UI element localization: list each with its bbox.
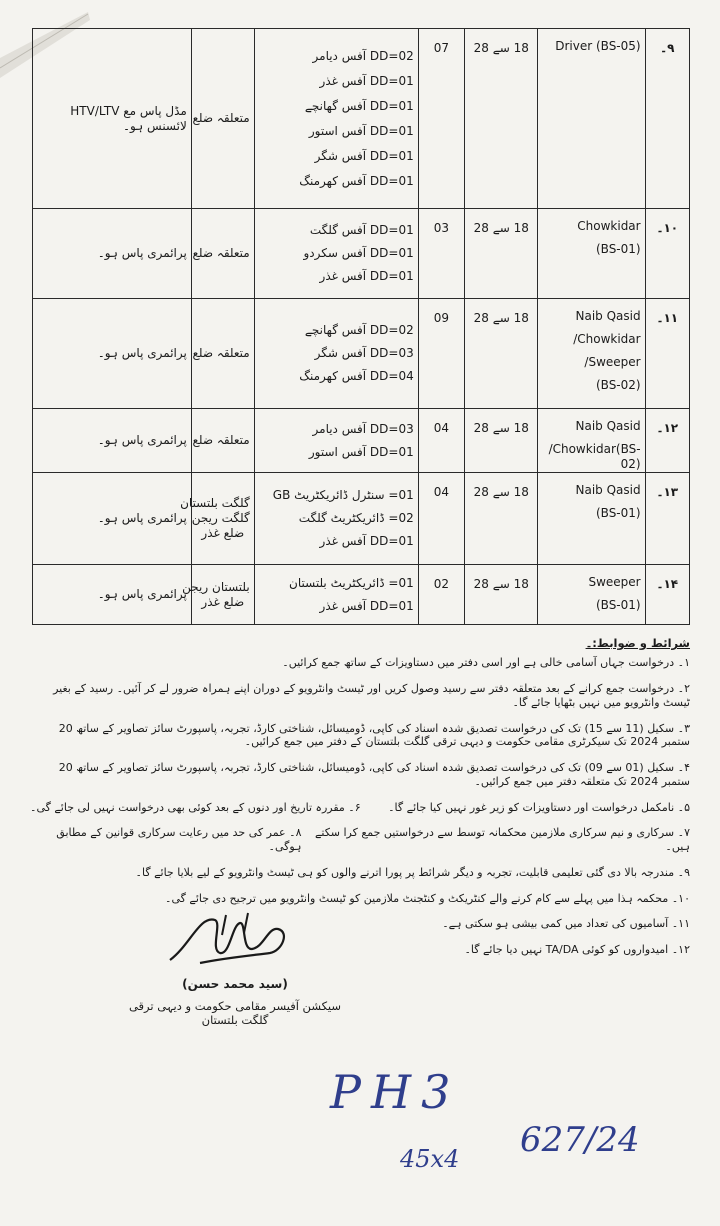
condition-1: ۱۔ درخواست جہاں آسامی خالی ہے اور اسی دفتر میں دستاویزات کے ساتھ جمع کرائیں۔ <box>282 656 690 670</box>
office-line: DD=01 آفس گلگت <box>309 223 414 237</box>
post-name-line: Naib Qasid <box>575 419 641 433</box>
office-line: DD=01 آفس غذر <box>319 73 414 88</box>
age-limit-cell: 18 سے 28 <box>465 209 538 299</box>
condition-8: ۸۔ عمر کی حد میں رعایت سرکاری قوانین کے مطابق ہوگی۔ <box>56 826 302 854</box>
posts-count-cell: 03 <box>418 209 464 299</box>
post-name-line: (BS-02) <box>595 378 641 392</box>
domicile-line: متعلقہ ضلع <box>192 246 250 260</box>
office-line: 02= ڈائریکٹریٹ گلگت <box>298 511 414 525</box>
office-line: 01= سنٹرل ڈائریکٹریٹ GB <box>272 488 414 502</box>
post-name-cell <box>538 565 645 625</box>
serial-number-cell: ۱۳۔ <box>645 473 689 565</box>
office-line: DD=01 آفس شگر <box>314 148 414 163</box>
condition-11: ۱۱۔ آسامیوں کی تعداد میں کمی بیشی ہو سکتی ہے۔ <box>442 917 690 931</box>
conditions-7-8 <box>30 826 690 854</box>
serial-number-cell: ۱۴۔ <box>645 565 689 625</box>
office-line: DD=01 آفس غذر <box>319 598 414 613</box>
serial-number-cell: ۱۱۔ <box>645 299 689 409</box>
table-row <box>33 565 690 625</box>
post-name-line: Naib Qasid <box>575 309 641 323</box>
office-line: DD=03 آفس دیامر <box>312 421 414 436</box>
office-line: 01= ڈائریکٹریٹ بلتستان <box>289 575 414 590</box>
table-row <box>33 29 690 209</box>
condition-5: ۵۔ نامکمل درخواست اور دستاویزات کو زیر غور نہیں کیا جائے گا۔ <box>388 800 690 814</box>
serial-number-cell: ۱۰۔ <box>645 209 689 299</box>
post-name-cell <box>538 209 645 299</box>
offices-cell <box>254 565 418 625</box>
handwritten-code: PH3 <box>330 1065 461 1119</box>
domicile-line: متعلقہ ضلع <box>192 346 250 360</box>
requirement-cell: پرائمری پاس ہو۔ <box>33 565 192 625</box>
age-limit-cell: 18 سے 28 <box>465 29 538 209</box>
handwritten-ref: 627/24 <box>520 1120 640 1160</box>
office-line: DD=02 آفس دیامر <box>312 48 414 63</box>
domicile-line: متعلقہ ضلع <box>192 433 250 447</box>
post-name-cell <box>538 409 645 473</box>
condition-7: ۷۔ سرکاری و نیم سرکاری ملازمین محکمانہ توسط سے درخواستیں جمع کرا سکتے ہیں۔ <box>314 826 690 854</box>
office-line: DD=01 آفس استور <box>308 444 414 459</box>
office-line: DD=04 آفس کھرمنگ <box>299 369 414 383</box>
condition-4: ۴۔ سکیل (01 سے 09) تک کی درخواست تصدیق شدہ اسناد کی کاپی، ڈومیسائل، شناختی کارڈ، تجربہ، پاسپورٹ سائز تصاویر کے ساتھ 20 ستمبر 2024 تک متعلقہ دفتر میں جمع کرائیں۔ <box>58 761 690 788</box>
officer-name: (سید محمد حسن) <box>182 977 288 991</box>
table-row <box>33 299 690 409</box>
requirement-cell: پرائمری پاس ہو۔ <box>33 473 192 565</box>
post-name-cell <box>538 473 645 565</box>
domicile-line: ضلع غذر <box>201 526 245 540</box>
vacancy-table <box>32 28 690 625</box>
domicile-cell <box>191 29 254 209</box>
post-name-line: Driver (BS-05) <box>555 39 641 53</box>
condition-12: ۱۲۔ امیدواروں کو کوئی TA/DA نہیں دیا جائے گا۔ <box>464 943 690 957</box>
offices-cell <box>254 29 418 209</box>
posts-count-cell: 04 <box>418 409 464 473</box>
domicile-cell <box>191 209 254 299</box>
office-line: DD=01 آفس غذر <box>319 534 414 548</box>
condition-10: ۱۰۔ محکمہ ہذا میں پہلے سے کام کرنے والے کنٹریکٹ و کنٹجنٹ ملازمین کو ٹیسٹ وانٹرویو میں ترجیح دی جائے گی۔ <box>165 891 690 905</box>
post-name-line: Chowkidar <box>577 219 641 233</box>
conditions-heading: شرائط و ضوابط:۔ <box>585 636 690 650</box>
officer-designation: سیکشن آفیسر مقامی حکومت و دیہی ترقی گلگت بلتستان <box>128 999 342 1027</box>
domicile-cell <box>191 299 254 409</box>
domicile-cell <box>191 409 254 473</box>
post-name-line: (BS-01) <box>595 506 641 520</box>
requirement-cell: پرائمری پاس ہو۔ <box>33 209 192 299</box>
post-name-line: Sweeper <box>588 575 641 589</box>
requirement-cell: پرائمری پاس ہو۔ <box>33 299 192 409</box>
post-name-line: (BS-01) <box>595 598 641 612</box>
table-row <box>33 209 690 299</box>
table-row <box>33 473 690 565</box>
posts-count-cell: 02 <box>418 565 464 625</box>
post-name-line: Naib Qasid <box>575 483 641 497</box>
signature-block <box>120 905 350 1027</box>
post-name-line: /Chowkidar <box>573 332 641 346</box>
offices-cell <box>254 409 418 473</box>
condition-9: ۹۔ مندرجہ بالا دی گئی تعلیمی قابلیت، تجربہ و دیگر شرائط پر پورا اترنے والوں کو ہی ٹیسٹ وانٹرویو کے لیے بلایا جائے گا۔ <box>135 865 690 879</box>
requirement-cell: مڈل پاس مع HTV/LTV لائسنس ہو۔ <box>33 29 192 209</box>
requirement-cell: پرائمری پاس ہو۔ <box>33 409 192 473</box>
offices-cell <box>254 473 418 565</box>
domicile-line: گلگت بلتستان <box>180 496 250 510</box>
domicile-cell <box>180 473 254 565</box>
domicile-line: بلتستان ریجن <box>182 579 250 594</box>
condition-3: ۳۔ سکیل (11 سے 15) تک کی درخواست تصدیق شدہ اسناد کی کاپی، ڈومیسائل، شناختی کارڈ، تجربہ، پاسپورٹ سائز تصاویر کے ساتھ 20 ستمبر 2024 تک سیکرٹری مقامی حکومت و دیہی ترقی گلگت بلتستان کے دفتر میں جمع کرائیں۔ <box>58 721 690 749</box>
posts-count-cell: 09 <box>418 299 464 409</box>
condition-6: ۶۔ مقررہ تاریخ اور دنوں کے بعد کوئی بھی درخواست نہیں لی جائے گی۔ <box>30 800 361 814</box>
offices-cell <box>254 209 418 299</box>
office-line: DD=01 آفس غذر <box>319 269 414 283</box>
domicile-cell <box>182 565 254 625</box>
posts-count-cell: 07 <box>418 29 464 209</box>
posts-count-cell: 04 <box>418 473 464 565</box>
office-line: DD=01 آفس کھرمنگ <box>299 173 414 188</box>
post-name-line: (BS-01) <box>595 242 641 256</box>
post-name-cell <box>538 29 645 209</box>
age-limit-cell: 18 سے 28 <box>465 299 538 409</box>
condition-2: ۲۔ درخواست جمع کرانے کے بعد متعلقہ دفتر سے رسید وصول کریں اور ٹیسٹ وانٹرویو کے دوران اپنے ہمراہ ضرور لے کر آئیں۔ رسید کے بغیر ٹیسٹ وانٹرویو میں نہیں بٹھایا جائے گا۔ <box>53 682 690 709</box>
age-limit-cell: 18 سے 28 <box>465 409 538 473</box>
signature-scribble <box>160 905 310 975</box>
post-name-cell <box>538 299 645 409</box>
serial-number-cell: ۱۲۔ <box>645 409 689 473</box>
domicile-line: ضلع غذر <box>201 594 245 609</box>
post-name-line: /Sweeper <box>584 355 641 369</box>
domicile-line: گلگت ریجن <box>191 511 250 525</box>
office-line: DD=01 آفس گھانچے <box>304 98 414 113</box>
serial-number-cell: ۹۔ <box>645 29 689 209</box>
office-line: DD=03 آفس شگر <box>314 346 414 360</box>
office-line: DD=01 آفس استور <box>308 123 414 138</box>
office-line: DD=01 آفس سکردو <box>303 246 414 260</box>
conditions-5-6 <box>30 801 690 815</box>
offices-cell <box>254 299 418 409</box>
post-name-line: /Chowkidar(BS-02) <box>548 442 641 471</box>
table-row <box>33 409 690 473</box>
handwritten-size: 45x4 <box>400 1145 460 1173</box>
age-limit-cell: 18 سے 28 <box>465 565 538 625</box>
domicile-line: متعلقہ ضلع <box>192 111 250 125</box>
office-line: DD=02 آفس گھانچے <box>304 323 414 337</box>
age-limit-cell: 18 سے 28 <box>465 473 538 565</box>
